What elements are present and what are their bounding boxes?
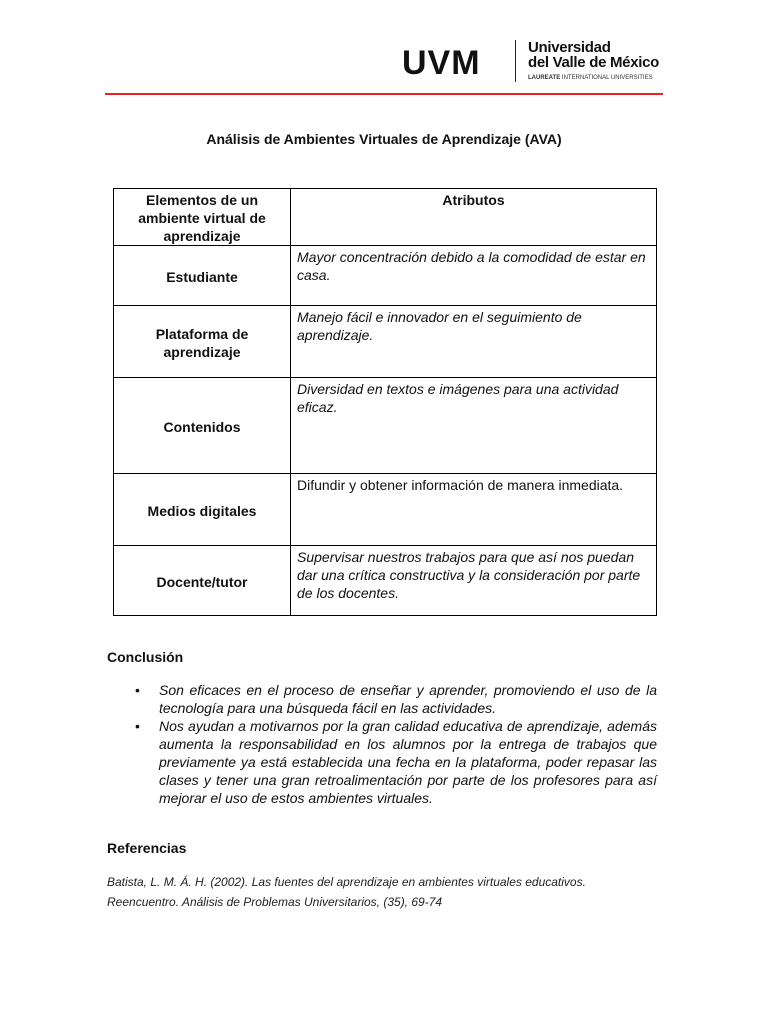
element-cell: Plataforma de aprendizaje: [114, 306, 291, 378]
table-header-row: [114, 189, 657, 246]
attribute-cell: Difundir y obtener información de manera inmediata.: [291, 474, 657, 546]
header-elements: Elementos de un ambiente virtual de aprendizaje: [114, 189, 291, 246]
tagline-rest: INTERNATIONAL UNIVERSITIES: [560, 75, 653, 81]
table-row: [114, 378, 657, 474]
attribute-cell: Manejo fácil e innovador en el seguimiento de aprendizaje.: [291, 306, 657, 378]
element-cell: Contenidos: [114, 378, 291, 474]
table-row: [114, 546, 657, 616]
element-cell: Docente/tutor: [114, 546, 291, 616]
header-rule: [105, 93, 663, 95]
laureate-tagline: [528, 75, 653, 82]
bullet-icon: •: [135, 718, 140, 734]
references-title: Referencias: [107, 840, 187, 856]
logo-divider: [515, 40, 516, 82]
element-cell: Estudiante: [114, 246, 291, 306]
conclusion-text: Son eficaces en el proceso de enseñar y aprender, promoviendo el uso de la tecnología para una búsqueda fácil en las actividades.: [159, 682, 657, 716]
conclusion-title: Conclusión: [107, 649, 184, 665]
uvm-logo-text: UVM: [402, 46, 481, 76]
list-item: [107, 717, 657, 807]
list-item: [107, 681, 657, 717]
ava-table: [113, 188, 657, 616]
conclusion-list: [107, 681, 657, 807]
institution-name: [528, 40, 659, 70]
bullet-icon: •: [135, 682, 140, 698]
uvm-logo: [402, 46, 508, 76]
tagline-bold: LAUREATE: [528, 75, 561, 81]
attribute-cell: Supervisar nuestros trabajos para que así nos puedan dar una crítica constructiva y la consideración por parte de los docentes.: [291, 546, 657, 616]
element-cell: Medios digitales: [114, 474, 291, 546]
header-attributes: Atributos: [291, 189, 657, 246]
document-title: Análisis de Ambientes Virtuales de Aprendizaje (AVA): [206, 131, 562, 147]
attribute-cell: Mayor concentración debido a la comodidad de estar en casa.: [291, 246, 657, 306]
table-row: [114, 474, 657, 546]
reference-entry: Batista, L. M. Á. H. (2002). Las fuentes del aprendizaje en ambientes virtuales educativos. Reencuentro. Análisis de Problemas Universitarios, (35), 69-74: [107, 875, 586, 909]
attribute-cell: Diversidad en textos e imágenes para una actividad eficaz.: [291, 378, 657, 474]
table-row: [114, 306, 657, 378]
institution-line-2: del Valle de México: [528, 54, 660, 71]
table-row: [114, 246, 657, 306]
conclusion-text: Nos ayudan a motivarnos por la gran calidad educativa de aprendizaje, además aumenta la responsabilidad en los alumnos por la entrega de trabajos que previamente ya está establecida una fecha en la plataforma, poder repasar las clases y tener una gran retroalimentación por parte de los profesores para así mejorar el uso de estos ambientes virtuales.: [159, 718, 657, 806]
institution-line-1: Universidad: [528, 39, 611, 56]
page-header: [0, 0, 768, 96]
